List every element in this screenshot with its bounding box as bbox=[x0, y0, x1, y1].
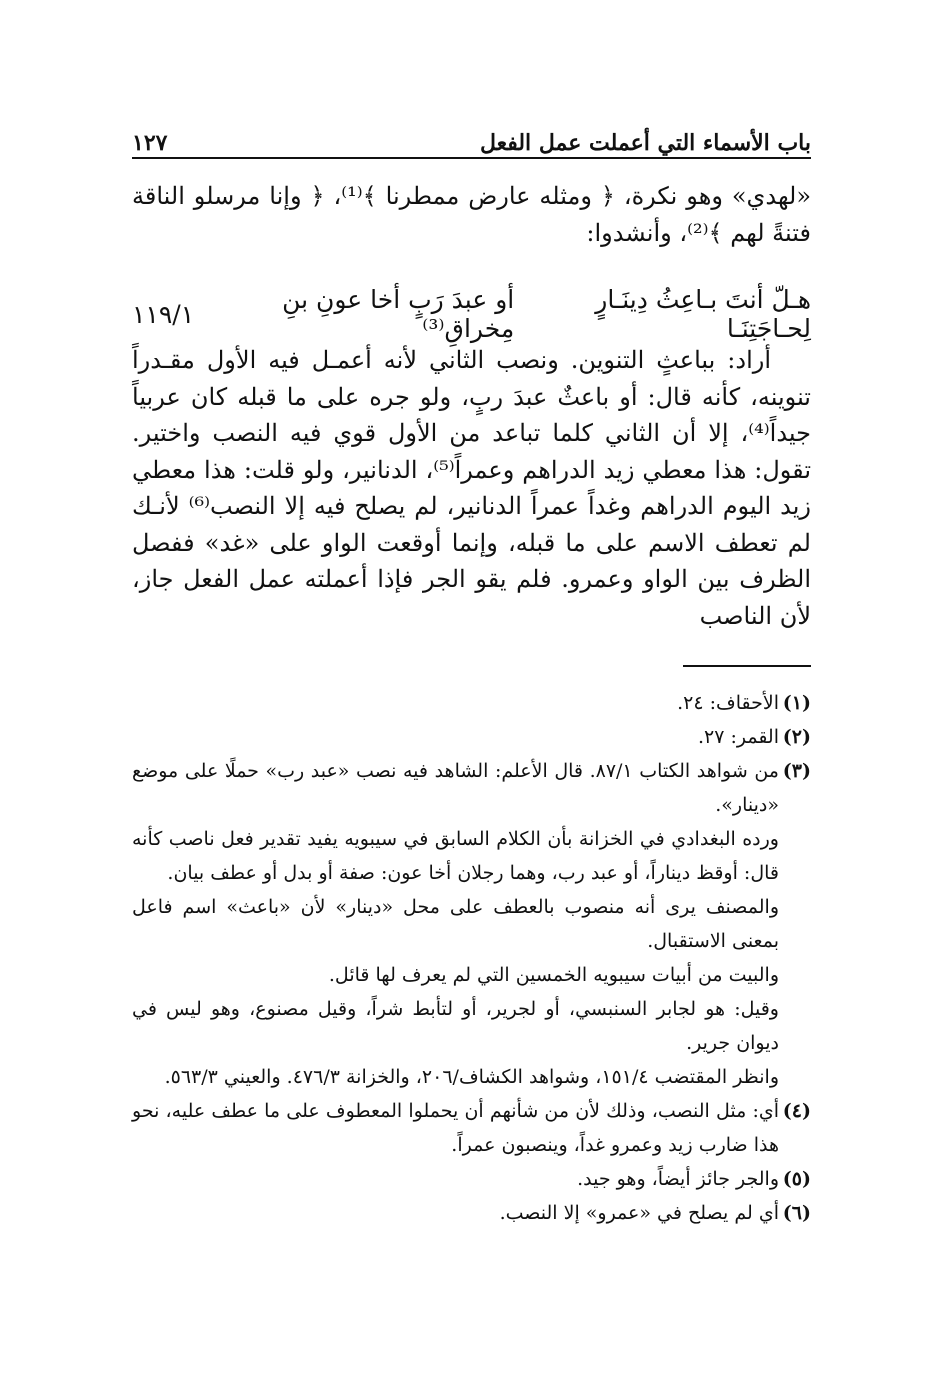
footnote-3-continuation: ورده البغدادي في الخزانة بأن الكلام السابق في سيبويه يفيد تقدير فعل ناصب كأنه قال: أوقظ ديناراً، أو عبد رب، وهما رجلان أخا عون: صفة أو بدل أو عطف بيان. bbox=[132, 828, 779, 884]
running-header bbox=[132, 116, 811, 156]
footnote-text: أي لم يصلح في «عمرو» إلا النصب. bbox=[499, 1202, 779, 1224]
chapter-title: باب الأسماء التي أعملت عمل الفعل bbox=[479, 130, 811, 156]
footnote-number: (٢) bbox=[782, 726, 811, 748]
footnote-text: أي: مثل النصب، وذلك لأن من شأنهم أن يحملوا المعطوف على ما عطف عليه، نحو هذا ضارب زيد وعمرو غداً، وينصبون عمراً. bbox=[132, 1100, 779, 1156]
footnote-3-continuation: وانظر المقتضب ١٥١/٤، وشواهد الكشاف/٢٠٦، والخزانة ٤٧٦/٣. والعيني ٥٦٣/٣. bbox=[164, 1066, 779, 1088]
footnote-3-continuation: والمصنف يرى أنه منصوب بالعطف على محل «دينار» لأن «باعث» اسم فاعل بمعنى الاستقبال. bbox=[132, 896, 779, 952]
footnote-number: (٥) bbox=[782, 1168, 811, 1190]
footnotes bbox=[132, 686, 811, 1230]
footnote-6 bbox=[132, 1196, 811, 1230]
verse-second-hemistich: أو عبدَ رَبٍ أخا عونِ بنِ مِخراقِ⁽³⁾ bbox=[282, 285, 515, 343]
header-rule bbox=[132, 157, 811, 159]
verse-first-hemistich: هـلّ أنتَ بـاعِثُ دِينَـارٍ لِحـاجَتِنَـا bbox=[595, 285, 811, 343]
footnote-number: (٤) bbox=[782, 1100, 811, 1122]
footnote-4 bbox=[132, 1094, 811, 1162]
footnote-number: (٦) bbox=[782, 1202, 811, 1224]
footnote-text: والجر جائز أيضاً، وهو جيد. bbox=[577, 1168, 779, 1190]
footnote-text: الأحقاف: ٢٤. bbox=[677, 692, 779, 714]
footnote-3-continuation: والبيت من أبيات سيبويه الخمسين التي لم يعرف لها قائل. bbox=[328, 964, 779, 986]
page-number: ١٢٧ bbox=[132, 130, 168, 156]
footnote-number: (٣) bbox=[782, 760, 811, 782]
footnote-number: (١) bbox=[782, 692, 811, 714]
footnote-1 bbox=[132, 686, 811, 720]
footnote-3 bbox=[132, 754, 811, 822]
body-paragraph-2: أراد: بباعثٍ التنوين. ونصب الثاني لأنه أعمـل فيه الأول مقـدراً تنوينه، كأنه قال: أو باعثٌ عبدَ ربٍ، ولو جره على ما قبله كان عربياً جيداً⁽⁴⁾، إلا أن الثاني كلما تباعد من الأول قوي فيه النصب واختير. تقول: هذا معطي زيد الدراهم وعمراً⁽⁵⁾، الدنانير، ولو قلت: هذا معطي زيد اليوم الدراهم وغداً عمراً الدنانير، لم يصلح فيه إلا النصب⁽⁶⁾ لأنـك لم تعطف الاسم على ما قبله، وإنما أوقعت الواو على «غد» ففصل الظرف بين الواو وعمرو. فلم يقو الجر فإذا أعملته عمل الفعل جاز، لأن الناصب bbox=[132, 346, 812, 630]
verse-line bbox=[132, 285, 811, 343]
footnote-2 bbox=[132, 720, 811, 754]
footnote-3-continuation: وقيل: هو لجابر السنبسي، أو لجرير، أو لتأبط شراً، وقيل مصنوع، وهو ليس في ديوان جرير. bbox=[132, 998, 779, 1054]
body-paragraph-1: «لهدي» وهو نكرة، ﴿ ومثله عارض ممطرنا ﴾⁽¹⁾، ﴿ وإنا مرسلو الناقة فتنةً لهم ﴾⁽²⁾، وأنشدوا: bbox=[132, 182, 812, 247]
footnote-5 bbox=[132, 1162, 811, 1196]
footnote-text: القمر: ٢٧. bbox=[697, 726, 779, 748]
footnote-separator bbox=[683, 665, 811, 667]
verse-reference: ١١٩/١ bbox=[132, 299, 195, 329]
footnote-text: من شواهد الكتاب ٨٧/١. قال الأعلم: الشاهد فيه نصب «عبد رب» حملًا على موضع «دينار». bbox=[132, 760, 779, 816]
